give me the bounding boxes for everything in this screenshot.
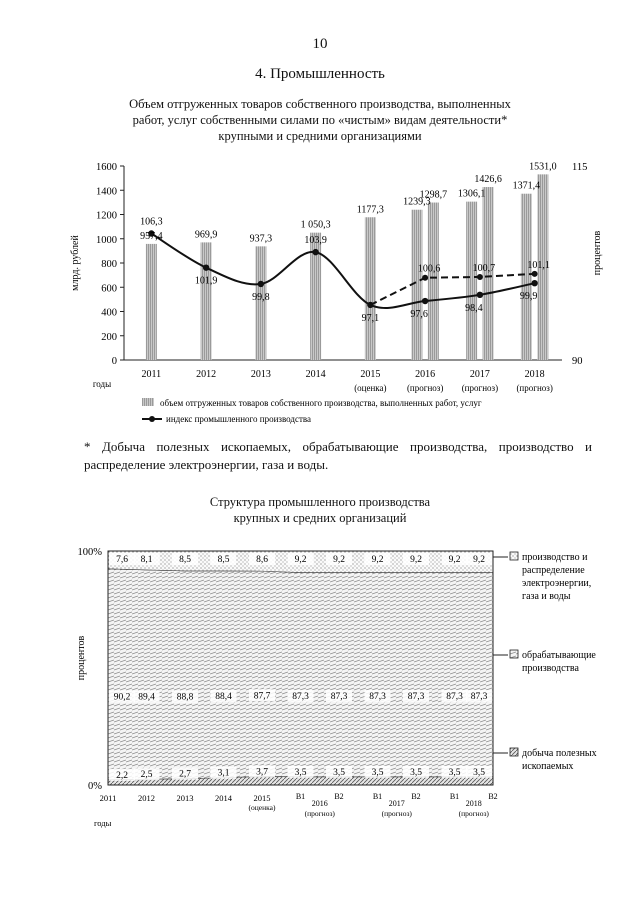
index-label: 97,6 [410,309,428,321]
value-label: 3,5 [448,767,461,778]
value-label: 3,5 [371,767,384,778]
bar-value-label: 1306,1 [457,188,486,200]
x-tick-label: 2015 [253,793,271,803]
bar-value-label: 1371,4 [512,180,541,192]
index-label: 101,9 [194,275,218,287]
x-tick-label: В2 [411,792,421,801]
x-tick-label: В1 [295,792,306,801]
section-title: 4. Промышленность [255,66,385,82]
x-tick-label: В2 [488,792,498,801]
x-tick-note: (прогноз) [406,383,444,393]
value-label: 8,1 [140,555,153,565]
x-group-label: 2017 [388,799,405,808]
legend-swatch-point [149,416,155,422]
legend-label: газа и воды [522,591,571,602]
value-label: 87,3 [369,692,386,703]
bar-value-label: 937,3 [249,233,273,245]
legend-label-line: индекс промышленного производства [166,414,312,424]
x-tick-label: 2014 [305,369,326,380]
x-tick-label: В2 [334,792,344,801]
y-tick-label: 400 [101,307,117,319]
bar-value-label: 1 050,3 [300,219,331,231]
x-tick-label: 2017 [469,369,490,380]
y-tick-label: 100% [77,547,102,558]
y-tick-label: 800 [101,259,117,270]
value-label: 8,6 [256,555,268,565]
index-point [477,292,483,298]
legend-label: производства [522,663,579,674]
index-alt-label: 100,7 [472,262,496,274]
value-label: 3,7 [256,767,268,778]
chart2-title-line: Структура промышленного производства [209,495,431,509]
value-label: 3,5 [294,767,307,778]
x-group-note: (прогноз) [304,809,335,818]
index-point [203,264,209,270]
y-axis-label: млрд. рублей [70,235,81,291]
index-alt-point [477,274,483,280]
x-tick-label: 2011 [99,793,117,803]
y-tick-label: 0 [111,356,117,367]
value-label: 3,5 [410,767,422,778]
legend-swatch [510,650,518,658]
value-label: 87,3 [292,692,309,703]
bar [411,210,422,360]
legend-label: распределение [522,565,585,576]
x-group-label: 2016 [311,799,328,808]
x-tick-label: 2013 [176,793,194,803]
x-tick-note: (прогноз) [516,383,553,393]
index-point [258,281,264,287]
value-label: 8,5 [179,555,191,565]
y-tick-label: 1000 [96,234,117,246]
y2-axis-label: процентов [592,230,603,276]
y-tick-label: 600 [101,283,117,295]
x-axis-label: годы [94,818,112,828]
index-point [422,298,428,304]
chart1-title-line: Объем отгруженных товаров собственного производства, выполненных [129,97,511,111]
index-alt-point [422,275,428,281]
index-point [531,280,537,286]
x-group-note: (прогноз) [458,809,489,818]
index-label: 99,8 [252,291,270,303]
value-label: 87,7 [253,691,271,702]
bar [521,194,532,360]
x-tick-label: 2011 [141,369,162,380]
value-label: 3,1 [217,768,230,779]
legend-label: производство и [522,552,588,563]
bar [255,246,266,360]
x-tick-label: 2012 [196,369,217,380]
value-label: 90,2 [113,692,131,703]
page-number: 10 [312,36,328,52]
x-tick-note: (прогноз) [461,383,499,393]
value-label: 2,2 [116,770,128,781]
bar-value-label: 1177,3 [356,204,384,216]
value-label: 7,6 [116,555,128,565]
index-alt-label: 100,6 [417,263,441,275]
chart1-title-line: работ, услуг собственными силами по «чистым» видам деятельности* [132,113,508,127]
y-axis-label: процентов [76,635,87,681]
legend-swatch [510,552,518,560]
footnote: * Добыча полезных ископаемых, обрабатывающие производства, производство и распределение электроэнергии, газа и воды. [84,439,592,472]
value-label: 89,4 [138,692,155,703]
bar [466,202,477,360]
bar-value-label: 1426,6 [474,174,502,186]
bar [201,242,212,360]
y2-tick-label: 115 [572,162,588,173]
value-label: 87,3 [470,692,488,703]
value-label: 9,2 [473,555,485,565]
index-alt-point [532,271,538,277]
x-axis-label: годы [92,379,112,389]
y-tick-label: 200 [101,331,117,343]
x-tick-label: 2018 [524,369,545,380]
value-label: 88,8 [176,692,194,703]
bar-value-label: 957,4 [140,230,163,242]
index-label: 99,9 [519,291,538,303]
index-label: 103,9 [304,235,327,247]
y-tick-label: 1200 [96,210,117,222]
x-tick-label: 2012 [138,793,155,803]
chart1-legend [142,398,482,424]
x-group-label: 2018 [465,799,482,808]
y-tick-label: 0% [88,781,102,792]
bar-value-label: 1298,7 [419,189,448,201]
value-label: 87,3 [446,692,463,703]
bar-value-label: 969,9 [194,229,218,241]
value-label: 87,3 [330,692,348,703]
value-label: 88,4 [215,692,232,703]
chart2-title [120,494,520,526]
x-tick-label: 2013 [250,369,271,380]
industrial-output-chart [0,150,640,435]
value-label: 87,3 [407,692,425,703]
x-group-note: (прогноз) [381,809,412,818]
chart1-title-line: крупными и средними организациями [218,129,422,143]
bar [365,217,376,360]
legend-label: обрабатывающие [522,650,596,661]
legend-label-bars: объем отгруженных товаров собственного производства, выполненных работ, услуг [160,398,482,408]
value-label: 3,5 [333,767,345,778]
legend-label: электроэнергии, [522,578,592,589]
chart2-title-line: крупных и средних организаций [233,511,407,525]
legend-swatch-bars [142,398,154,406]
index-label: 106,3 [140,216,163,228]
x-tick-label: 2016 [415,369,436,380]
area-manufacturing [108,569,493,780]
index-alt-label: 101,1 [527,259,550,271]
legend-label: добыча полезных [522,748,597,759]
value-label: 2,7 [179,769,191,780]
industry-structure-chart [0,535,640,835]
x-tick-label: В1 [449,792,460,801]
value-label: 3,5 [473,767,485,778]
x-tick-label: В1 [372,792,383,801]
y2-tick-label: 90 [572,356,583,367]
legend-swatch [510,748,518,756]
chart1-title [90,96,550,144]
bar-value-label: 1531,0 [529,161,557,173]
chart2-legend [493,552,597,772]
chart2-areas [108,551,493,785]
y-tick-label: 1600 [96,162,117,173]
value-label: 9,2 [410,555,422,565]
value-label: 8,5 [217,555,230,565]
value-label: 9,2 [371,555,384,565]
bar [428,203,439,360]
x-tick-label: 2015 [360,369,381,380]
x-tick-label: 2014 [215,793,232,803]
index-point [312,249,318,255]
value-label: 9,2 [448,555,461,565]
index-label: 97,1 [361,312,380,324]
x-tick-note: (оценка) [354,383,387,393]
value-label: 2,5 [140,770,153,781]
bar [146,244,157,360]
y-tick-label: 1400 [96,186,117,198]
index-label: 98,4 [465,302,483,314]
bar-value-label: 1239,3 [403,196,431,208]
x-tick-note: (оценка) [248,803,276,812]
value-label: 9,2 [333,555,345,565]
value-label: 9,2 [294,555,307,565]
legend-label: ископаемых [522,761,574,772]
